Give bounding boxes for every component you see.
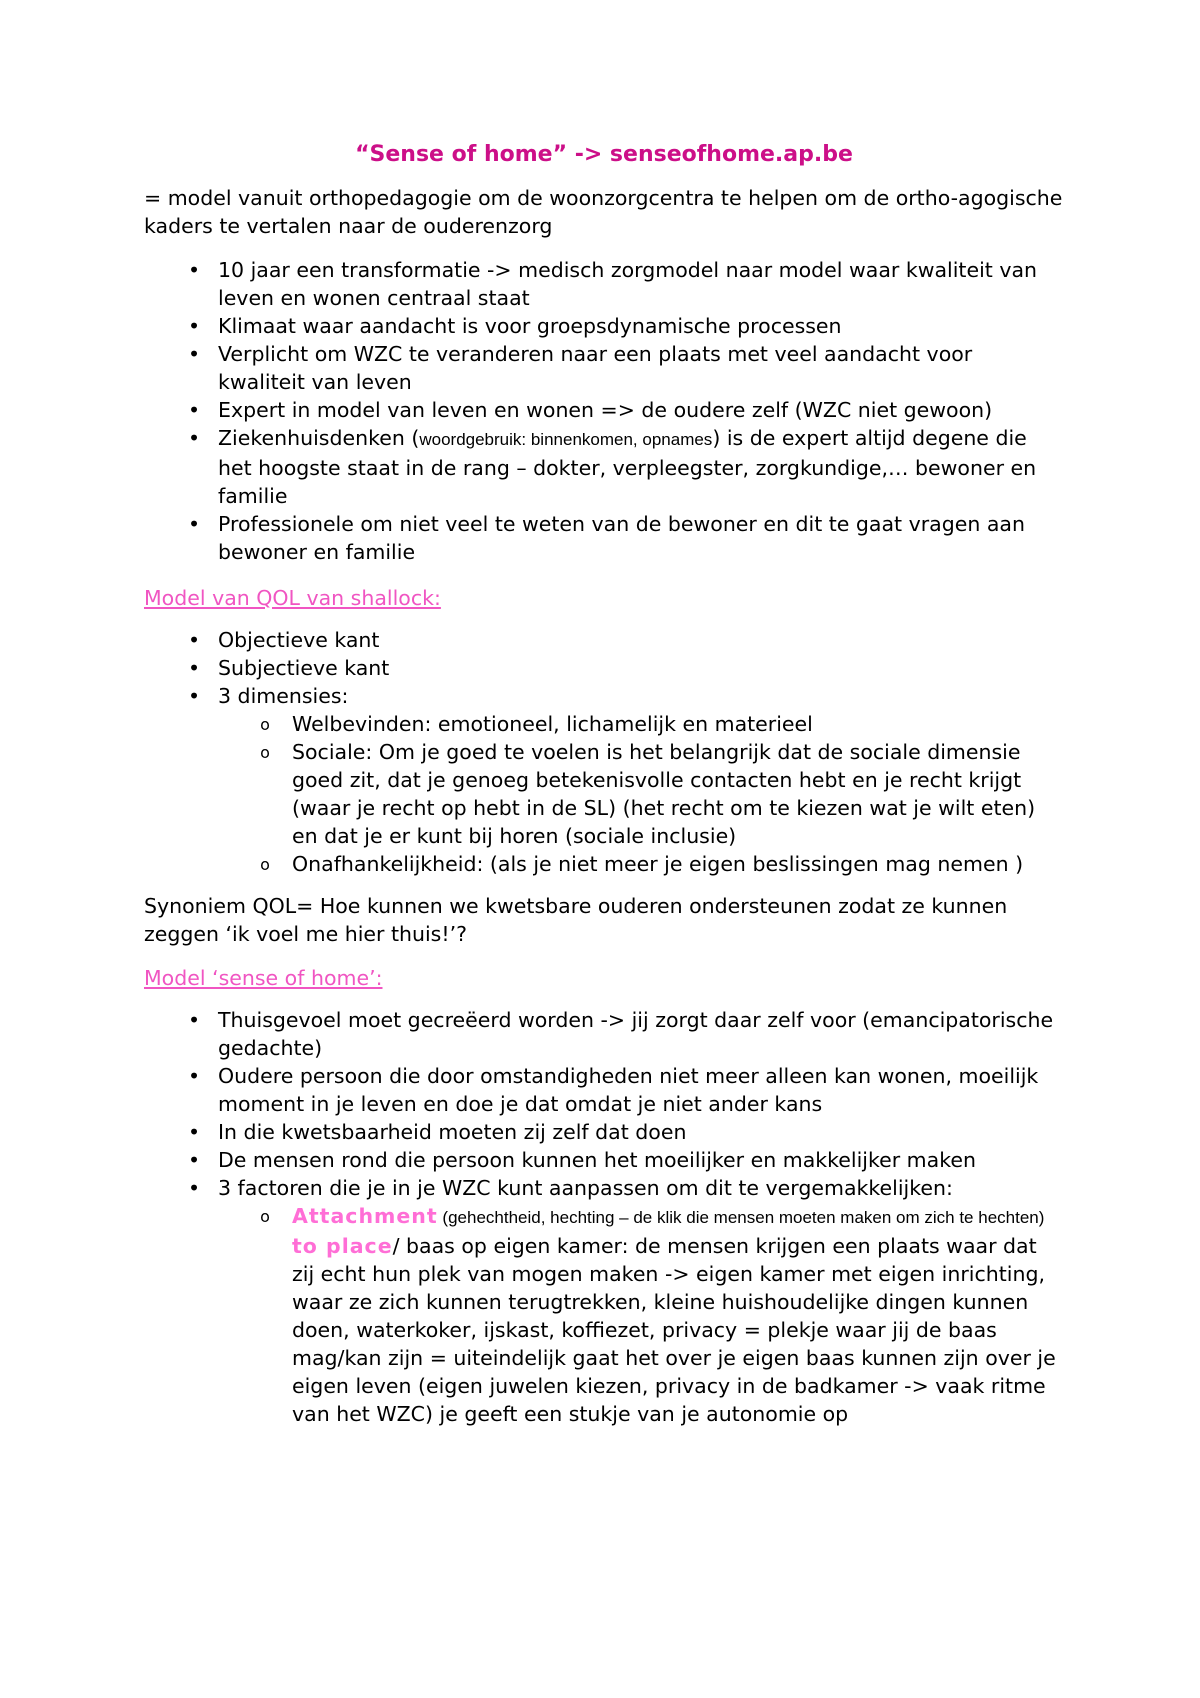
sub-list-item-text: Sociale: Om je goed te voelen is het belangrijk dat de sociale dimensie goed zit, dat je genoeg betekenisvolle contacten hebt en je recht krijgt (waar je recht op hebt in de SL) (het recht om te kiezen wat je wilt eten) en dat je er kunt bij horen (sociale inclusie): [292, 740, 1036, 848]
bullet-icon: •: [187, 398, 201, 422]
sub-list-item: [144, 1202, 1064, 1428]
list-item: [144, 682, 1064, 878]
list-item-text: 3 factoren die je in je WZC kunt aanpassen om dit te vergemakkelijken:: [218, 1176, 953, 1200]
bullet-icon: •: [187, 1008, 201, 1032]
sub-list-item: [144, 738, 1064, 850]
list-item-text: In die kwetsbaarheid moeten zij zelf dat doen: [218, 1120, 687, 1144]
list-item: [144, 1174, 1064, 1428]
synonym-paragraph: Synoniem QOL= Hoe kunnen we kwetsbare ouderen ondersteunen zodat ze kunnen zeggen ‘ik voel me hier thuis!’?: [144, 894, 1008, 946]
section-heading-qol: Model van QOL van shallock:: [144, 586, 441, 610]
sense-of-home-bullet-list: [144, 1006, 1064, 1428]
document-body: [144, 140, 1064, 1428]
attachment-term: Attachment: [292, 1204, 438, 1228]
attachment-note: (gehechtheid, hechting – de klik die mensen moeten maken om zich te hechten): [437, 1208, 1045, 1227]
bullet-icon: •: [187, 1064, 201, 1088]
list-item: [144, 654, 1064, 682]
sub-bullet-icon: o: [260, 715, 270, 734]
bullet-icon: •: [187, 314, 201, 338]
factors-sub-list: [218, 1202, 1064, 1428]
qol-sub-list: [218, 710, 1064, 878]
list-item: [144, 312, 1064, 340]
list-item-text: Subjectieve kant: [218, 656, 390, 680]
list-item: [144, 424, 1064, 510]
list-item-text: Professionele om niet veel te weten van de bewoner en dit te gaat vragen aan bewoner en familie: [218, 512, 1025, 564]
page-title: “Sense of home” -> senseofhome.ap.be: [355, 142, 853, 167]
section-heading-sense-of-home: Model ‘sense of home’:: [144, 966, 383, 990]
list-item: [144, 1118, 1064, 1146]
sub-list-item-text: Welbevinden: emotioneel, lichamelijk en materieel: [292, 712, 813, 736]
bullet-icon: •: [187, 684, 201, 708]
bullet-icon: •: [187, 426, 201, 450]
list-item-text: Thuisgevoel moet gecreëerd worden -> jij zorgt daar zelf voor (emancipatorische gedachte): [218, 1008, 1054, 1060]
list-item-text: Expert in model van leven en wonen => de oudere zelf (WZC niet gewoon): [218, 398, 993, 422]
bullet-icon: •: [187, 656, 201, 680]
list-item-text: Klimaat waar aandacht is voor groepsdynamische processen: [218, 314, 842, 338]
list-item: [144, 256, 1064, 312]
list-item-text: Objectieve kant: [218, 628, 380, 652]
sub-bullet-icon: o: [260, 743, 270, 762]
attachment-text: / baas op eigen kamer: de mensen krijgen een plaats waar dat zij echt hun plek van mogen maken -> eigen kamer met eigen inrichting, waar ze zich kunnen terugtrekken, kleine huishoudelijke dingen kunnen doen, waterkoker, ijskast, koffiezet, privacy = plekje waar jij de baas mag/kan zijn = uiteindelijk gaat het over je eigen baas kunnen zijn over je eigen leven (eigen juwelen kiezen, privacy in de badkamer -> vaak ritme van het WZC) je geeft een stukje van je autonomie op: [292, 1234, 1056, 1426]
list-item-text: De mensen rond die persoon kunnen het moeilijker en makkelijker maken: [218, 1148, 976, 1172]
list-item: [144, 1146, 1064, 1174]
sub-bullet-icon: o: [260, 855, 270, 874]
list-item: [144, 396, 1064, 424]
list-item: [144, 1006, 1064, 1062]
list-item-text: Ziekenhuisdenken (: [218, 426, 420, 450]
bullet-icon: •: [187, 1176, 201, 1200]
intro-bullet-list: [144, 256, 1064, 566]
sub-list-item: [144, 850, 1064, 878]
list-item: [144, 510, 1064, 566]
bullet-icon: •: [187, 1148, 201, 1172]
bullet-icon: •: [187, 628, 201, 652]
list-item-text: Verplicht om WZC te veranderen naar een plaats met veel aandacht voor kwaliteit van leven: [218, 342, 973, 394]
bullet-icon: •: [187, 512, 201, 536]
list-item-small-text: woordgebruik: binnenkomen, opnames: [419, 430, 713, 449]
bullet-icon: •: [187, 258, 201, 282]
qol-bullet-list: [144, 626, 1064, 878]
bullet-icon: •: [187, 1120, 201, 1144]
list-item: [144, 626, 1064, 654]
sub-bullet-icon: o: [260, 1207, 270, 1226]
to-place-term: to place: [292, 1234, 393, 1258]
list-item-text: 10 jaar een transformatie -> medisch zorgmodel naar model waar kwaliteit van leven en wonen centraal staat: [218, 258, 1038, 310]
list-item: [144, 340, 1064, 396]
list-item-text: 3 dimensies:: [218, 684, 349, 708]
bullet-icon: •: [187, 342, 201, 366]
sub-list-item: [144, 710, 1064, 738]
list-item-text: Oudere persoon die door omstandigheden niet meer alleen kan wonen, moeilijk moment in je leven en doe je dat omdat je niet ander kans: [218, 1064, 1039, 1116]
list-item: [144, 1062, 1064, 1118]
intro-paragraph: = model vanuit orthopedagogie om de woonzorgcentra te helpen om de ortho-agogische kaders te vertalen naar de ouderenzorg: [144, 186, 1063, 238]
sub-list-item-text: Onafhankelijkheid: (als je niet meer je eigen beslissingen mag nemen ): [292, 852, 1024, 876]
list-item-text: ) is de expert altijd degene die het hoogste staat in de rang – dokter, verpleegster, zorgkundige,… bewoner en familie: [218, 426, 1037, 508]
